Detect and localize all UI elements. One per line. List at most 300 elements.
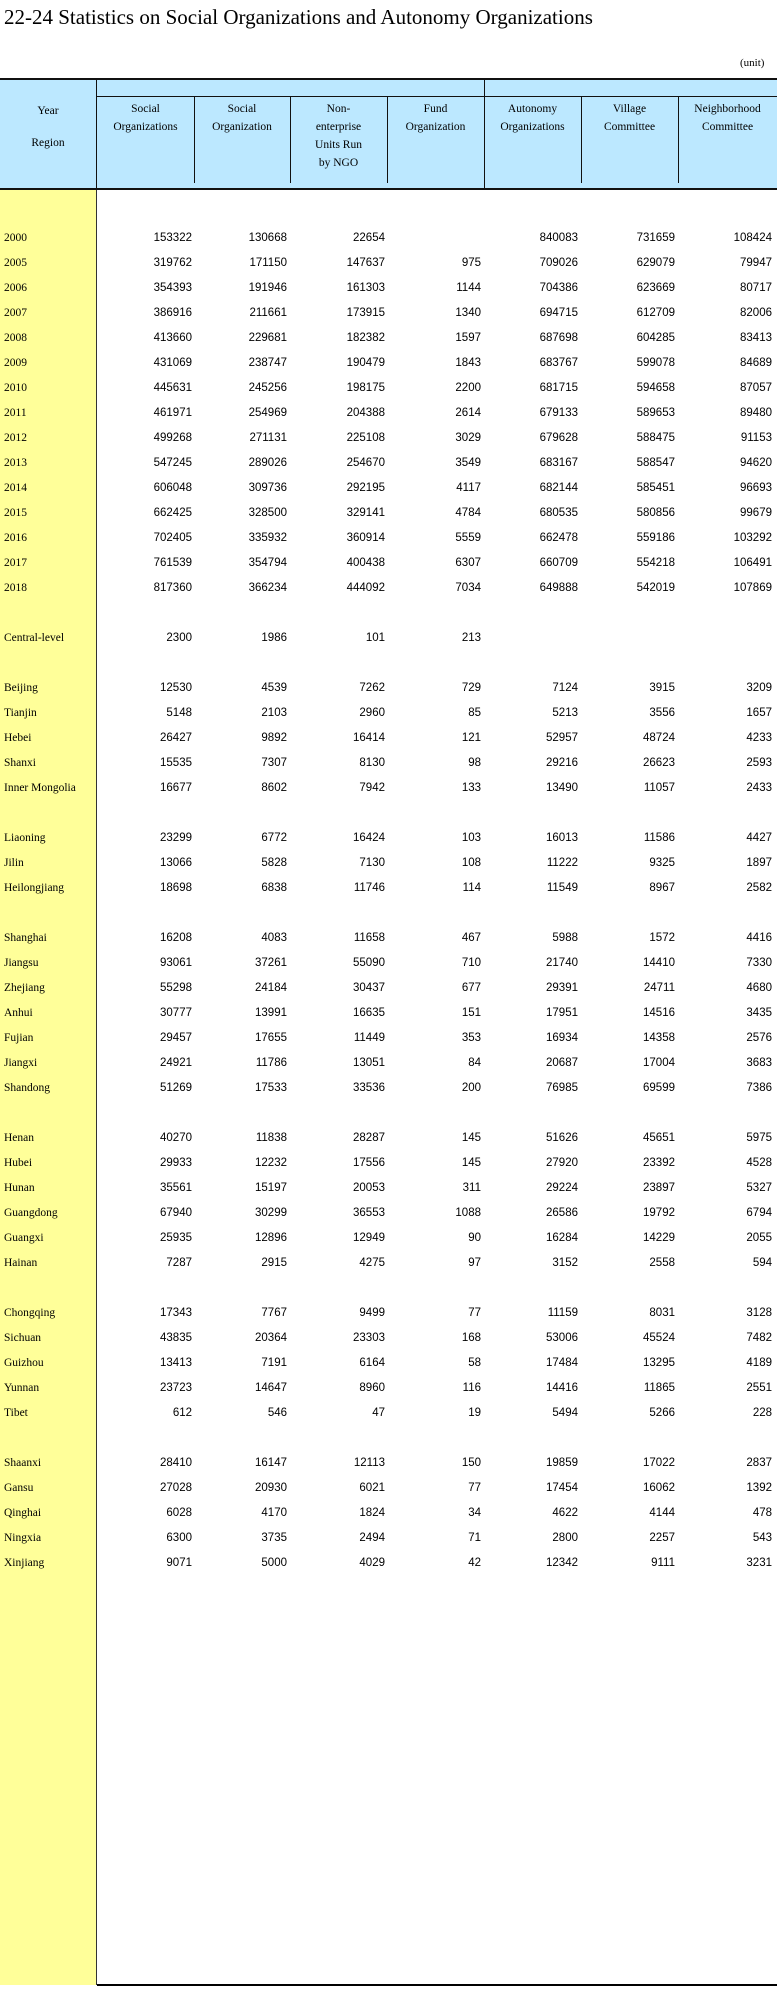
table-cell: 554218 bbox=[636, 557, 675, 569]
row-label: 2018 bbox=[4, 582, 27, 594]
row-label: Ningxia bbox=[4, 1532, 42, 1544]
table-cell: 5559 bbox=[455, 532, 481, 544]
table-cell: 694715 bbox=[539, 307, 578, 319]
table-cell: 4144 bbox=[649, 1507, 675, 1519]
table-cell: 12342 bbox=[546, 1557, 578, 1569]
table-cell: 2103 bbox=[261, 707, 287, 719]
table-cell: 161303 bbox=[346, 282, 385, 294]
table-cell: 198175 bbox=[346, 382, 385, 394]
table-cell: 114 bbox=[462, 882, 481, 894]
table-cell: 5327 bbox=[746, 1182, 772, 1194]
row-label: Hubei bbox=[4, 1157, 33, 1169]
table-cell: 121 bbox=[461, 732, 481, 744]
table-cell: 400438 bbox=[346, 557, 385, 569]
table-cell: 4539 bbox=[261, 682, 287, 694]
table-cell: 20687 bbox=[546, 1057, 578, 1069]
header-fund-organization: Fund Organization bbox=[405, 103, 466, 133]
table-cell: 27028 bbox=[160, 1482, 192, 1494]
row-label: 2005 bbox=[4, 257, 27, 269]
table-row bbox=[0, 1382, 777, 1402]
row-label: Central-level bbox=[4, 632, 65, 644]
table-cell: 43835 bbox=[160, 1332, 192, 1344]
table-cell: 271131 bbox=[249, 432, 287, 444]
table-cell: 83413 bbox=[740, 332, 772, 344]
table-cell: 606048 bbox=[153, 482, 192, 494]
table-cell: 3556 bbox=[649, 707, 675, 719]
table-cell: 13413 bbox=[160, 1357, 192, 1369]
table-cell: 1088 bbox=[455, 1207, 481, 1219]
row-label: Tianjin bbox=[4, 707, 37, 719]
table-cell: 20930 bbox=[255, 1482, 287, 1494]
table-cell: 7386 bbox=[746, 1082, 772, 1094]
table-row bbox=[0, 1157, 777, 1177]
table-cell: 353 bbox=[461, 1032, 481, 1044]
table-cell: 12530 bbox=[160, 682, 192, 694]
table-cell: 101 bbox=[365, 632, 385, 644]
table-row bbox=[0, 582, 777, 602]
table-cell: 681715 bbox=[539, 382, 578, 394]
table-cell: 17951 bbox=[546, 1007, 578, 1019]
table-cell: 19792 bbox=[643, 1207, 675, 1219]
table-cell: 8960 bbox=[359, 1382, 385, 1394]
table-cell: 29391 bbox=[546, 982, 578, 994]
table-cell: 87057 bbox=[740, 382, 772, 394]
table-cell: 108424 bbox=[733, 232, 772, 244]
table-cell: 16677 bbox=[160, 782, 192, 794]
table-cell: 11057 bbox=[643, 782, 675, 794]
table-cell: 2551 bbox=[746, 1382, 772, 1394]
table-cell: 662425 bbox=[153, 507, 192, 519]
table-cell: 42 bbox=[468, 1557, 481, 1569]
table-cell: 106491 bbox=[733, 557, 772, 569]
table-cell: 13991 bbox=[255, 1007, 287, 1019]
table-cell: 103 bbox=[461, 832, 481, 844]
table-cell: 4170 bbox=[261, 1507, 287, 1519]
table-cell: 7330 bbox=[746, 957, 772, 969]
table-cell: 11865 bbox=[643, 1382, 675, 1394]
table-cell: 2433 bbox=[746, 782, 772, 794]
table-cell: 14358 bbox=[643, 1032, 675, 1044]
table-cell: 360914 bbox=[346, 532, 385, 544]
table-row bbox=[0, 1032, 777, 1052]
header-social-organizations: Social Organizations bbox=[113, 103, 178, 133]
table-cell: 2800 bbox=[552, 1532, 578, 1544]
table-cell: 77 bbox=[468, 1307, 481, 1319]
table-cell: 3915 bbox=[649, 682, 675, 694]
table-cell: 52957 bbox=[546, 732, 578, 744]
table-cell: 211661 bbox=[249, 307, 287, 319]
table-cell: 29457 bbox=[160, 1032, 192, 1044]
table-cell: 11786 bbox=[255, 1057, 287, 1069]
table-cell: 12949 bbox=[353, 1232, 385, 1244]
table-row bbox=[0, 407, 777, 427]
row-label: Inner Mongolia bbox=[4, 782, 76, 794]
table-row bbox=[0, 1207, 777, 1227]
table-cell: 660709 bbox=[539, 557, 578, 569]
table-cell: 37261 bbox=[255, 957, 287, 969]
table-cell: 23299 bbox=[160, 832, 192, 844]
table-cell: 559186 bbox=[636, 532, 675, 544]
table-cell: 4416 bbox=[746, 932, 772, 944]
table-cell: 704386 bbox=[539, 282, 578, 294]
table-cell: 21740 bbox=[546, 957, 578, 969]
row-label: Fujian bbox=[4, 1032, 34, 1044]
table-cell: 14416 bbox=[546, 1382, 578, 1394]
table-cell: 4117 bbox=[456, 482, 481, 494]
table-cell: 542019 bbox=[636, 582, 675, 594]
table-row bbox=[0, 257, 777, 277]
unit-label: (unit) bbox=[740, 57, 765, 69]
table-cell: 687698 bbox=[539, 332, 578, 344]
table-cell: 16062 bbox=[643, 1482, 675, 1494]
table-row bbox=[0, 757, 777, 777]
table-cell: 7191 bbox=[261, 1357, 287, 1369]
row-label: 2013 bbox=[4, 457, 27, 469]
row-label: Hunan bbox=[4, 1182, 35, 1194]
table-cell: 6164 bbox=[359, 1357, 385, 1369]
table-cell: 7034 bbox=[455, 582, 481, 594]
table-cell: 7262 bbox=[359, 682, 385, 694]
table-cell: 649888 bbox=[539, 582, 578, 594]
table-cell: 2593 bbox=[746, 757, 772, 769]
table-cell: 2300 bbox=[166, 632, 192, 644]
table-cell: 147637 bbox=[346, 257, 385, 269]
table-cell: 133 bbox=[461, 782, 481, 794]
table-cell: 16414 bbox=[353, 732, 385, 744]
row-label: Beijing bbox=[4, 682, 38, 694]
table-row bbox=[0, 1407, 777, 1427]
row-label: Gansu bbox=[4, 1482, 34, 1494]
table-cell: 77 bbox=[468, 1482, 481, 1494]
table-row bbox=[0, 332, 777, 352]
row-label: Guizhou bbox=[4, 1357, 44, 1369]
row-label: Xinjiang bbox=[4, 1557, 45, 1569]
table-cell: 17533 bbox=[255, 1082, 287, 1094]
table-cell: 599078 bbox=[636, 357, 675, 369]
table-row bbox=[0, 1532, 777, 1552]
table-cell: 1657 bbox=[746, 707, 772, 719]
table-cell: 238747 bbox=[248, 357, 287, 369]
row-label: Jilin bbox=[4, 857, 24, 869]
table-cell: 682144 bbox=[539, 482, 578, 494]
table-cell: 8967 bbox=[649, 882, 675, 894]
table-cell: 13051 bbox=[353, 1057, 385, 1069]
row-label: Yunnan bbox=[4, 1382, 40, 1394]
table-cell: 171150 bbox=[249, 257, 287, 269]
table-cell: 17556 bbox=[353, 1157, 385, 1169]
row-label: 2016 bbox=[4, 532, 27, 544]
table-cell: 71 bbox=[468, 1532, 481, 1544]
table-cell: 168 bbox=[461, 1332, 481, 1344]
table-cell: 94620 bbox=[740, 457, 772, 469]
table-cell: 4784 bbox=[455, 507, 481, 519]
row-label: Shandong bbox=[4, 1082, 50, 1094]
table-cell: 1824 bbox=[359, 1507, 385, 1519]
table-row bbox=[0, 732, 777, 752]
table-cell: 413660 bbox=[153, 332, 192, 344]
table-row bbox=[0, 1357, 777, 1377]
table-row bbox=[0, 457, 777, 477]
row-label: Henan bbox=[4, 1132, 35, 1144]
table-cell: 18698 bbox=[160, 882, 192, 894]
table-cell: 51269 bbox=[160, 1082, 192, 1094]
table-cell: 204388 bbox=[346, 407, 385, 419]
table-cell: 588547 bbox=[636, 457, 675, 469]
table-cell: 153322 bbox=[153, 232, 192, 244]
table-cell: 17004 bbox=[643, 1057, 675, 1069]
table-cell: 478 bbox=[752, 1507, 772, 1519]
table-cell: 629079 bbox=[636, 257, 675, 269]
row-label: Qinghai bbox=[4, 1507, 42, 1519]
row-label: 2009 bbox=[4, 357, 27, 369]
table-cell: 623669 bbox=[636, 282, 675, 294]
table-cell: 17484 bbox=[546, 1357, 578, 1369]
row-label: Chongqing bbox=[4, 1307, 56, 1319]
row-label: 2008 bbox=[4, 332, 27, 344]
table-cell: 29216 bbox=[546, 757, 578, 769]
table-row bbox=[0, 1057, 777, 1077]
table-cell: 130668 bbox=[248, 232, 287, 244]
table-cell: 710 bbox=[461, 957, 481, 969]
page-title: 22-24 Statistics on Social Organizations and Autonomy Organizations bbox=[4, 5, 593, 29]
table-cell: 2576 bbox=[746, 1032, 772, 1044]
table-cell: 2200 bbox=[455, 382, 481, 394]
table-cell: 12232 bbox=[255, 1157, 287, 1169]
table-cell: 79947 bbox=[740, 257, 772, 269]
table-cell: 28410 bbox=[160, 1457, 192, 1469]
table-cell: 467 bbox=[461, 932, 481, 944]
table-cell: 11222 bbox=[546, 857, 578, 869]
table-cell: 254670 bbox=[346, 457, 385, 469]
table-cell: 7307 bbox=[261, 757, 287, 769]
table-cell: 6772 bbox=[261, 832, 287, 844]
table-cell: 761539 bbox=[153, 557, 192, 569]
header-autonomy-organizations: Autonomy Organizations bbox=[500, 103, 565, 133]
table-cell: 17343 bbox=[160, 1307, 192, 1319]
table-row bbox=[0, 432, 777, 452]
table-cell: 311 bbox=[462, 1182, 481, 1194]
table-cell: 4528 bbox=[746, 1157, 772, 1169]
table-cell: 11746 bbox=[353, 882, 385, 894]
table-cell: 89480 bbox=[740, 407, 772, 419]
table-row bbox=[0, 707, 777, 727]
table-cell: 9111 bbox=[651, 1557, 675, 1569]
table-cell: 213 bbox=[461, 632, 481, 644]
table-cell: 366234 bbox=[248, 582, 287, 594]
table-cell: 191946 bbox=[248, 282, 287, 294]
table-cell: 48724 bbox=[643, 732, 675, 744]
table-cell: 8130 bbox=[359, 757, 385, 769]
table-cell: 16934 bbox=[546, 1032, 578, 1044]
table-cell: 975 bbox=[461, 257, 481, 269]
table-cell: 84689 bbox=[740, 357, 772, 369]
table-cell: 2558 bbox=[649, 1257, 675, 1269]
table-cell: 23392 bbox=[643, 1157, 675, 1169]
table-row bbox=[0, 232, 777, 252]
table-cell: 16635 bbox=[353, 1007, 385, 1019]
row-label: 2010 bbox=[4, 382, 27, 394]
table-cell: 3683 bbox=[746, 1057, 772, 1069]
table-cell: 319762 bbox=[153, 257, 192, 269]
table-cell: 7130 bbox=[359, 857, 385, 869]
table-cell: 4680 bbox=[746, 982, 772, 994]
table-row bbox=[0, 1007, 777, 1027]
table-cell: 145 bbox=[461, 1132, 481, 1144]
table-cell: 547245 bbox=[153, 457, 192, 469]
header-neighborhood-committee: Neighborhood Committee bbox=[694, 103, 761, 133]
table-row bbox=[0, 382, 777, 402]
table-cell: 116 bbox=[462, 1382, 481, 1394]
table-cell: 29224 bbox=[546, 1182, 578, 1194]
table-cell: 12896 bbox=[255, 1232, 287, 1244]
header-non-enterprise: Non- enterprise Units Run by NGO bbox=[315, 103, 362, 169]
table-cell: 5000 bbox=[261, 1557, 287, 1569]
table-cell: 22654 bbox=[353, 232, 385, 244]
table-cell: 24184 bbox=[255, 982, 287, 994]
table-cell: 6021 bbox=[359, 1482, 385, 1494]
table-cell: 225108 bbox=[346, 432, 385, 444]
table-row bbox=[0, 1457, 777, 1477]
table-cell: 679133 bbox=[539, 407, 578, 419]
table-cell: 7482 bbox=[746, 1332, 772, 1344]
table-cell: 30437 bbox=[353, 982, 385, 994]
table-cell: 30299 bbox=[255, 1207, 287, 1219]
table-cell: 23897 bbox=[643, 1182, 675, 1194]
table-cell: 1986 bbox=[261, 632, 287, 644]
table-cell: 20053 bbox=[353, 1182, 385, 1194]
table-cell: 84 bbox=[468, 1057, 481, 1069]
table-cell: 45651 bbox=[643, 1132, 675, 1144]
table-row bbox=[0, 1482, 777, 1502]
table-cell: 14229 bbox=[643, 1232, 675, 1244]
row-label: Anhui bbox=[4, 1007, 33, 1019]
table-cell: 16284 bbox=[546, 1232, 578, 1244]
row-label: Tibet bbox=[4, 1407, 28, 1419]
table-cell: 6028 bbox=[166, 1507, 192, 1519]
table-cell: 5213 bbox=[552, 707, 578, 719]
table-cell: 151 bbox=[461, 1007, 481, 1019]
table-cell: 51626 bbox=[546, 1132, 578, 1144]
table-cell: 107869 bbox=[733, 582, 772, 594]
table-cell: 9325 bbox=[649, 857, 675, 869]
table-row bbox=[0, 507, 777, 527]
table-cell: 182382 bbox=[346, 332, 385, 344]
table-cell: 25935 bbox=[160, 1232, 192, 1244]
table-cell: 2614 bbox=[455, 407, 481, 419]
table-cell: 2055 bbox=[746, 1232, 772, 1244]
table-cell: 2960 bbox=[359, 707, 385, 719]
table-cell: 173915 bbox=[346, 307, 385, 319]
table-cell: 3549 bbox=[455, 457, 481, 469]
table-cell: 594 bbox=[752, 1257, 772, 1269]
table-cell: 677 bbox=[461, 982, 481, 994]
table-cell: 11159 bbox=[547, 1307, 578, 1319]
row-label: Hebei bbox=[4, 732, 32, 744]
row-label: Zhejiang bbox=[4, 982, 45, 994]
table-cell: 5988 bbox=[552, 932, 578, 944]
table-row bbox=[0, 832, 777, 852]
table-cell: 543 bbox=[752, 1532, 772, 1544]
table-cell: 5828 bbox=[261, 857, 287, 869]
table-cell: 1340 bbox=[455, 307, 481, 319]
row-label: Jiangsu bbox=[4, 957, 39, 969]
table-row bbox=[0, 282, 777, 302]
table-row bbox=[0, 1232, 777, 1252]
table-cell: 13490 bbox=[546, 782, 578, 794]
table-cell: 97 bbox=[468, 1257, 481, 1269]
table-cell: 11586 bbox=[643, 832, 675, 844]
table-cell: 45524 bbox=[643, 1332, 675, 1344]
table-cell: 7124 bbox=[552, 682, 578, 694]
table-cell: 14516 bbox=[643, 1007, 675, 1019]
table-cell: 5494 bbox=[552, 1407, 578, 1419]
table-row bbox=[0, 882, 777, 902]
header-social-organization: Social Organization bbox=[212, 103, 272, 133]
row-label: Guangdong bbox=[4, 1207, 58, 1219]
table-cell: 499268 bbox=[153, 432, 192, 444]
table-cell: 99679 bbox=[740, 507, 772, 519]
table-cell: 200 bbox=[461, 1082, 481, 1094]
table-cell: 289026 bbox=[248, 457, 287, 469]
table-cell: 40270 bbox=[160, 1132, 192, 1144]
header-year-region: Year Region bbox=[31, 105, 65, 149]
table-cell: 6794 bbox=[746, 1207, 772, 1219]
table-cell: 69599 bbox=[643, 1082, 675, 1094]
table-cell: 2837 bbox=[746, 1457, 772, 1469]
table-cell: 292195 bbox=[346, 482, 385, 494]
table-cell: 7767 bbox=[261, 1307, 287, 1319]
table-cell: 14647 bbox=[255, 1382, 287, 1394]
row-label: 2017 bbox=[4, 557, 27, 569]
table-cell: 386916 bbox=[153, 307, 192, 319]
table-cell: 29933 bbox=[160, 1157, 192, 1169]
table-cell: 108 bbox=[461, 857, 481, 869]
table-cell: 98 bbox=[468, 757, 481, 769]
table-cell: 96693 bbox=[740, 482, 772, 494]
table-cell: 55298 bbox=[160, 982, 192, 994]
row-label: 2000 bbox=[4, 232, 27, 244]
table-cell: 604285 bbox=[636, 332, 675, 344]
table-cell: 36553 bbox=[353, 1207, 385, 1219]
table-row bbox=[0, 632, 777, 652]
table-cell: 91153 bbox=[740, 432, 772, 444]
table-row bbox=[0, 357, 777, 377]
table-row bbox=[0, 782, 777, 802]
table-row bbox=[0, 1082, 777, 1102]
table-cell: 3435 bbox=[746, 1007, 772, 1019]
table-row bbox=[0, 957, 777, 977]
row-label: 2015 bbox=[4, 507, 27, 519]
table-cell: 731659 bbox=[636, 232, 675, 244]
row-label: Liaoning bbox=[4, 832, 46, 844]
table-cell: 594658 bbox=[636, 382, 675, 394]
table-cell: 431069 bbox=[153, 357, 192, 369]
table-cell: 26427 bbox=[160, 732, 192, 744]
table-cell: 245256 bbox=[248, 382, 287, 394]
table-cell: 24711 bbox=[643, 982, 675, 994]
table-cell: 3735 bbox=[261, 1532, 287, 1544]
table-cell: 588475 bbox=[636, 432, 675, 444]
table-cell: 444092 bbox=[346, 582, 385, 594]
table-cell: 580856 bbox=[636, 507, 675, 519]
table-cell: 11838 bbox=[255, 1132, 287, 1144]
table-cell: 80717 bbox=[740, 282, 772, 294]
row-label: 2007 bbox=[4, 307, 27, 319]
table-cell: 15535 bbox=[160, 757, 192, 769]
table-cell: 662478 bbox=[539, 532, 578, 544]
table-bottom-line bbox=[97, 1984, 777, 1986]
table-cell: 8031 bbox=[649, 1307, 675, 1319]
